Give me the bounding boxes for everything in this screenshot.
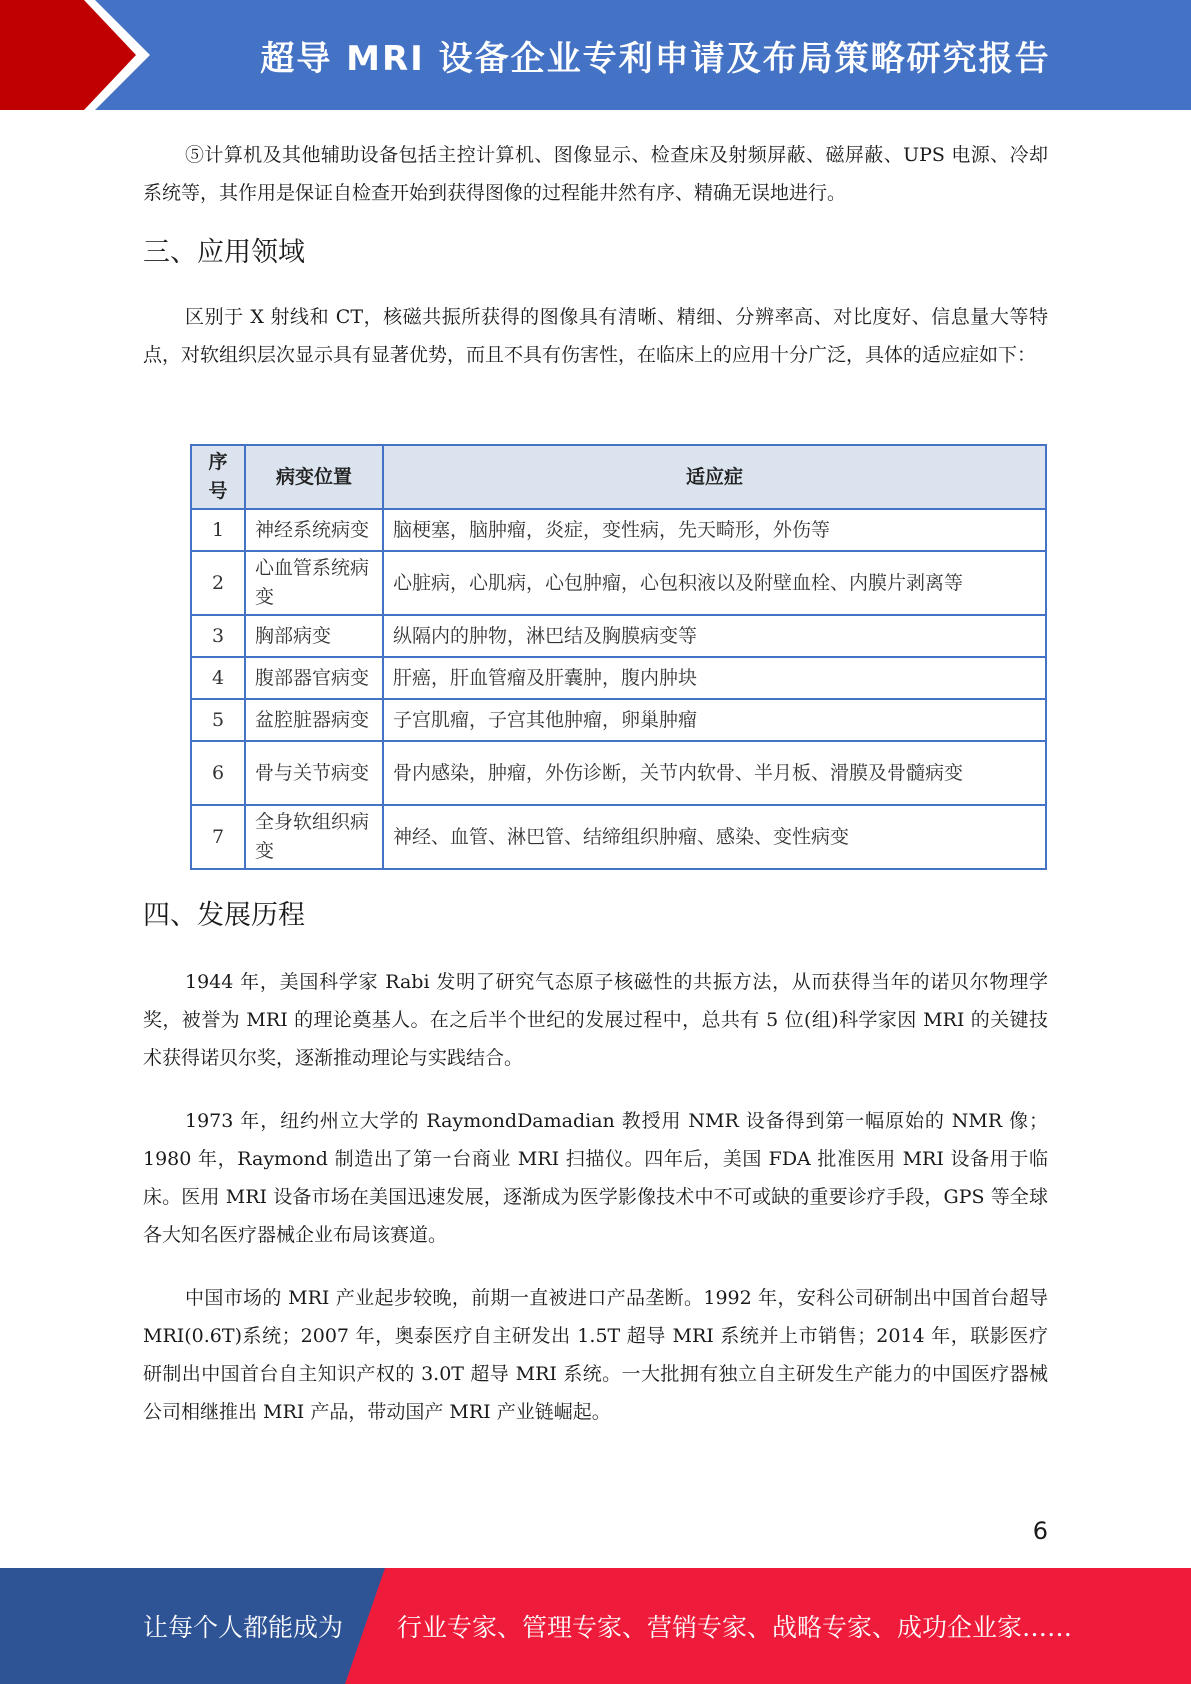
report-title: 超导 MRI 设备企业专利申请及布局策略研究报告	[260, 38, 1051, 79]
page-number: 6	[1032, 1517, 1048, 1545]
table-header-row	[191, 445, 1046, 509]
paragraph-history-rabi: 1944 年，美国科学家 Rabi 发明了研究气态原子核磁性的共振方法，从而获得当年的诺贝尔物理学奖，被誉为 MRI 的理论奠基人。在之后半个世纪的发展过程中，总共有 5 位(组)科学家因 MRI 的关键技术获得诺贝尔奖，逐渐推动理论与实践结合。	[143, 971, 1048, 1069]
page-header	[0, 0, 1191, 110]
table-row	[191, 805, 1046, 869]
indications-table-wrapper	[190, 444, 1047, 870]
table-row	[191, 509, 1046, 551]
row-number: 3	[191, 615, 245, 657]
header-indications: 适应症	[383, 445, 1046, 509]
paragraph-applications-intro: 区别于 X 射线和 CT，核磁共振所获得的图像具有清晰、精细、分辨率高、对比度好、信息量大等特点，对软组织层次显示具有显著优势，而且不具有伤害性，在临床上的应用十分广泛，具体的适应症如下：	[143, 306, 1048, 366]
header-number: 序号	[191, 445, 245, 509]
section-heading-history: 四、发展历程	[143, 900, 305, 931]
indications-table	[190, 444, 1047, 870]
row-number: 1	[191, 509, 245, 551]
paragraph-auxiliary-equipment: ⑤计算机及其他辅助设备包括主控计算机、图像显示、检查床及射频屏蔽、磁屏蔽、UPS 电源、冷却系统等，其作用是保证自检查开始到获得图像的过程能井然有序、精确无误地进行。	[143, 144, 1048, 204]
header-lesion-location: 病变位置	[245, 445, 383, 509]
row-number: 7	[191, 805, 245, 869]
table-row	[191, 699, 1046, 741]
lesion-location: 全身软组织病变	[245, 805, 383, 869]
indications: 神经、血管、淋巴管、结缔组织肿瘤、感染、变性病变	[383, 805, 1046, 869]
indications: 纵隔内的肿物，淋巴结及胸膜病变等	[383, 615, 1046, 657]
table-row	[191, 657, 1046, 699]
footer-slogan-right: 行业专家、管理专家、营销专家、战略专家、成功企业家……	[397, 1613, 1073, 1642]
row-number: 2	[191, 551, 245, 615]
lesion-location: 神经系统病变	[245, 509, 383, 551]
lesion-location: 腹部器官病变	[245, 657, 383, 699]
indications: 子宫肌瘤，子宫其他肿瘤，卵巢肿瘤	[383, 699, 1046, 741]
lesion-location: 心血管系统病变	[245, 551, 383, 615]
paragraph-history-damadian: 1973 年，纽约州立大学的 RaymondDamadian 教授用 NMR 设备得到第一幅原始的 NMR 像；1980 年，Raymond 制造出了第一台商业 MRI 扫描仪。四年后，美国 FDA 批准医用 MRI 设备用于临床。医用 MRI 设备市场在美国迅速发展，逐渐成为医学影像技术中不可或缺的重要诊疗手段，GPS 等全球各大知名医疗器械企业布局该赛道。	[143, 1110, 1048, 1246]
table-row	[191, 615, 1046, 657]
row-number: 4	[191, 657, 245, 699]
row-number: 5	[191, 699, 245, 741]
footer-slogan-left: 让每个人都能成为	[143, 1613, 344, 1642]
lesion-location: 胸部病变	[245, 615, 383, 657]
indications: 骨内感染，肿瘤，外伤诊断，关节内软骨、半月板、滑膜及骨髓病变	[383, 741, 1046, 805]
indications: 脑梗塞，脑肿瘤，炎症，变性病，先天畸形，外伤等	[383, 509, 1046, 551]
row-number: 6	[191, 741, 245, 805]
section-heading-applications: 三、应用领域	[143, 237, 305, 268]
lesion-location: 盆腔脏器病变	[245, 699, 383, 741]
paragraph-history-china: 中国市场的 MRI 产业起步较晚，前期一直被进口产品垄断。1992 年，安科公司研制出中国首台超导 MRI(0.6T)系统；2007 年，奥泰医疗自主研发出 1.5T 超导 MRI 系统并上市销售；2014 年，联影医疗研制出中国首台自主知识产权的 3.0T 超导 MRI 系统。一大批拥有独立自主研发生产能力的中国医疗器械公司相继推出 MRI 产品，带动国产 MRI 产业链崛起。	[143, 1287, 1048, 1423]
lesion-location: 骨与关节病变	[245, 741, 383, 805]
page-footer	[0, 1568, 1191, 1684]
table-row	[191, 741, 1046, 805]
indications: 心脏病，心肌病，心包肿瘤，心包积液以及附壁血栓、内膜片剥离等	[383, 551, 1046, 615]
indications: 肝癌，肝血管瘤及肝囊肿，腹内肿块	[383, 657, 1046, 699]
table-row	[191, 551, 1046, 615]
